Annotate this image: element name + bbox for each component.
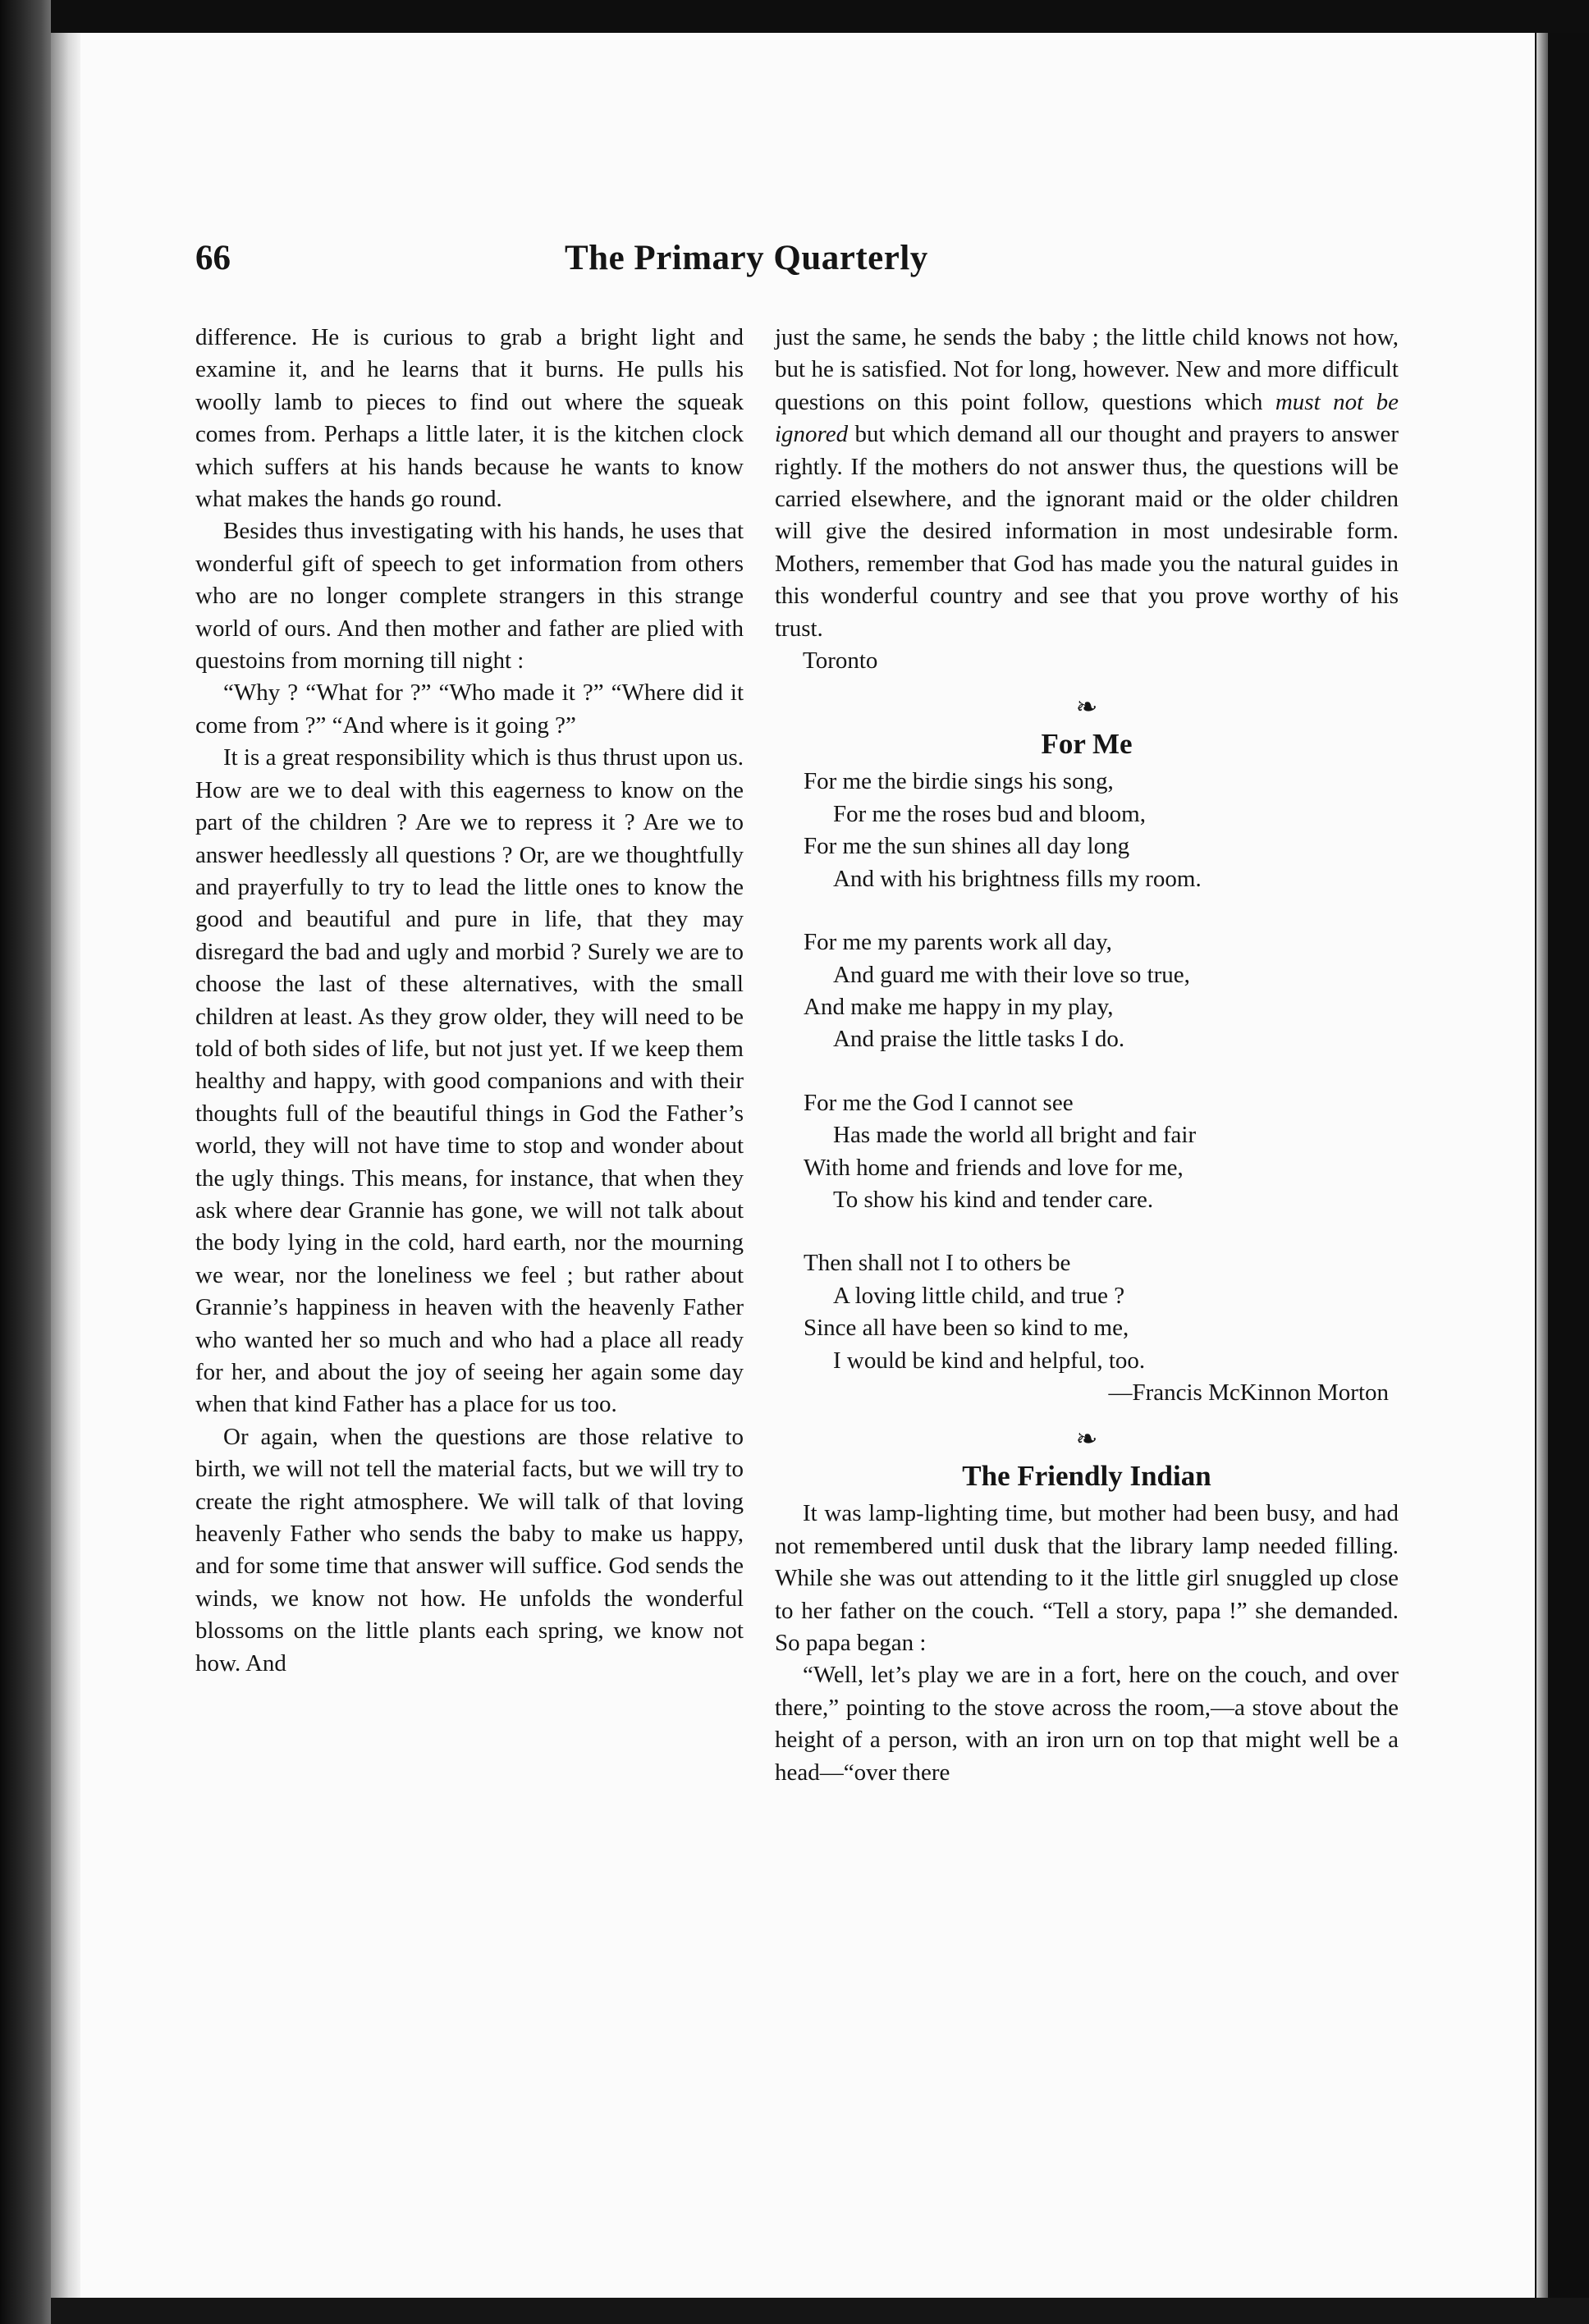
poem-line: And guard me with their love so true, — [833, 961, 1190, 988]
poem-title: For Me — [1041, 728, 1133, 761]
article-paragraph: “Why ? “What for ?” “Who made it ?” “Where did it come from ?” “And where is it going ?” — [195, 679, 744, 739]
continuation-text: just the same, he sends the baby ; the little child knows not how, but he is satisfied. Not for long, however. New and more difficult questions on this point follow, questions which — [775, 324, 1399, 415]
story-paragraph: “Well, let’s play we are in a fort, here on the couch, and over there,” pointing to the stove across the room,—a stove about the height of a person, with an iron urn on top that might well be a head—“over there — [775, 1662, 1399, 1786]
poem-line: I would be kind and helpful, too. — [833, 1347, 1146, 1374]
article-continuation — [775, 322, 1399, 645]
right-column — [775, 322, 1399, 1789]
poem-line: For me the roses bud and bloom, — [833, 800, 1146, 827]
page-number: 66 — [195, 239, 231, 277]
story-paragraph: It was lamp-lighting time, but mother had been busy, and had not remembered until dusk that the library lamp needed filling. While she was out attending to it the little girl snuggled up close to her father on the couch. “Tell a story, papa !” she demanded. So papa began : — [775, 1500, 1399, 1656]
poem-line: And praise the little tasks I do. — [833, 1026, 1125, 1053]
poem-stanza — [804, 926, 1399, 1056]
fleuron-ornament-icon: ❧ — [1075, 692, 1098, 722]
article-paragraph: Besides thus investigating with his hands, he uses that wonderful gift of speech to get information from others who are no longer complete strangers in this strange world of ours. And then mother and father are plied with questoins from morning till night : — [195, 518, 744, 675]
story-title: The Friendly Indian — [962, 1460, 1211, 1493]
scan-bottom-border — [51, 2298, 1589, 2324]
emphasis-text: must not be ignored — [775, 388, 1399, 448]
poem-line: Then shall not I to others be — [804, 1250, 1071, 1277]
poem-line: With home and friends and love for me, — [804, 1154, 1184, 1181]
article-paragraph: It is a great responsibility which is thus thrust upon us. How are we to deal with this eagerness to know on the part of the children ? Are we to repress it ? Are we to answer heedlessly all questions ? Or, are we thoughtfully and prayerfully to try to lead the little ones to know the good and beautiful and pure in life, that they may disregard the bad and ugly and morbid ? Surely we are to choose the last of these alternatives, with the small children at least. As they grow older, they will need to be told of both sides of life, but not just yet. If we keep them healthy and happy, with good companions and with their thoughts full of the beautiful things in God the Father’s world, they will not have time to stop and wonder about the ugly things. This means, for instance, that when they ask where dear Grannie has gone, we will not talk about the body lying in the cold, hard earth, nor the mourning we wear, nor the loneliness we feel ; but rather about Grannie’s happiness in heaven with the heavenly Father who wanted her so much and who had a place all ready for her, and about the joy of seeing her again some day when that kind Father has a place for us too. — [195, 744, 744, 1418]
article-paragraph: difference. He is curious to grab a bright light and examine it, and he learns that it burns. He pulls his woolly lamb to pieces to find out where the squeak comes from. Perhaps a little later, it is the kitchen clock which suffers at his hands because he wants to know what makes the hands go round. — [195, 324, 744, 513]
poem-line: Since all have been so kind to me, — [804, 1315, 1129, 1342]
poem-line: And make me happy in my play, — [804, 993, 1114, 1020]
page-header — [195, 238, 1399, 290]
fleuron-ornament-icon: ❧ — [1075, 1424, 1098, 1454]
left-column — [195, 322, 744, 1680]
poem-stanza — [804, 1087, 1399, 1217]
poem-line: Has made the world all bright and fair — [833, 1122, 1197, 1149]
poem-line: And with his brightness fills my room. — [833, 865, 1202, 892]
poem-stanza — [804, 766, 1399, 895]
poem — [775, 766, 1399, 1409]
poem-line: For me the God I cannot see — [804, 1089, 1074, 1116]
poem-line: For me the birdie sings his song, — [804, 768, 1114, 795]
poem-stanza — [804, 1247, 1399, 1377]
poem-line: For me the sun shines all day long — [804, 833, 1130, 860]
book-spine-shadow — [0, 0, 51, 2324]
poem-attribution: —Francis McKinnon Morton — [1108, 1379, 1389, 1406]
scan-top-border — [0, 0, 1589, 33]
next-page-edge — [1536, 33, 1548, 2298]
running-title: The Primary Quarterly — [565, 239, 928, 277]
poem-line: A loving little child, and true ? — [833, 1282, 1125, 1309]
article-signoff: Toronto — [803, 647, 878, 675]
page-gutter-edge — [51, 33, 80, 2298]
poem-line: For me my parents work all day, — [804, 929, 1112, 956]
continuation-text: but which demand all our thought and prayers to answer rightly. If the mothers do not answer thus, the questions will be carried elsewhere, and the ignorant maid or the older children will give the desired information in most undesirable form. Mothers, remember that God has made you the natural guides in this wonderful country and see that you prove worthy of his trust. — [775, 421, 1399, 642]
poem-line: To show his kind and tender care. — [833, 1186, 1154, 1213]
article-paragraph: Or again, when the questions are those relative to birth, we will not tell the material facts, but we will try to create the right atmosphere. We will talk of that loving heavenly Father who sends the baby to make us happy, and for some time that answer will suffice. God sends the winds, we know not how. He unfolds the wonderful blossoms on the little plants each spring, we know not how. And — [195, 1423, 744, 1677]
